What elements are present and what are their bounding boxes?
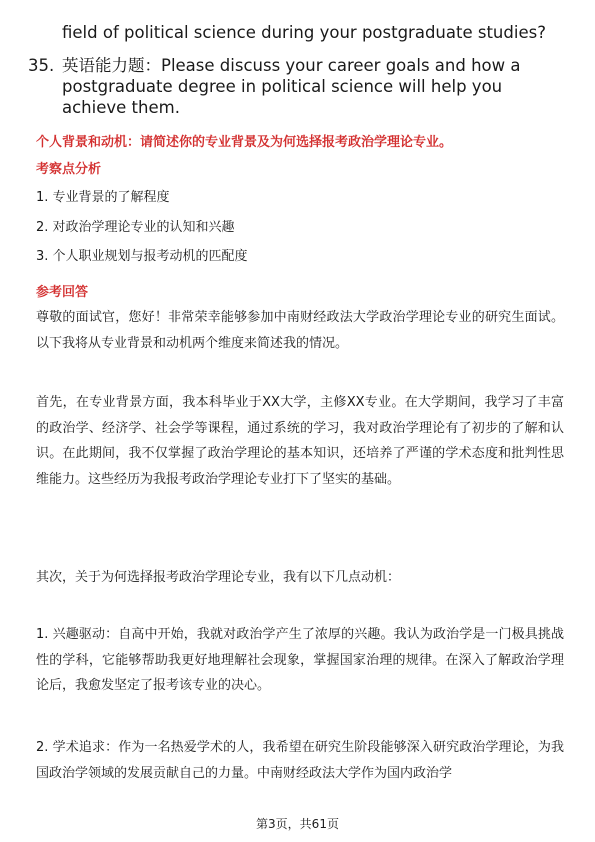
analysis-item: 3. 个人职业规划与报考动机的匹配度: [36, 249, 248, 264]
analysis-heading: 考察点分析: [36, 162, 102, 177]
question-number: 35.: [28, 56, 55, 75]
page-footer: 第3页，共61页: [256, 817, 339, 831]
question-continuation: field of political science during your postgraduate studies?: [62, 23, 546, 42]
analysis-item: 2. 对政治学理论专业的认知和兴趣: [36, 220, 235, 235]
analysis-item: 1. 专业背景的了解程度: [36, 190, 170, 205]
answer-paragraph: 1. 兴趣驱动：自高中开始，我就对政治学产生了浓厚的兴趣。我认为政治学是一门极具挑战性的学科，它能够帮助我更好地理解社会现象，掌握国家治理的规律。在深入了解政治学理论后，我愈发坚定了报考该专业的决心。: [36, 627, 564, 693]
prompt-title: 个人背景和动机：请简述你的专业背景及为何选择报考政治学理论专业。: [36, 135, 453, 150]
answer-heading: 参考回答: [36, 285, 89, 300]
answer-paragraph: 其次，关于为何选择报考政治学理论专业，我有以下几点动机：: [36, 570, 401, 585]
answer-paragraph: 尊敬的面试官，您好！非常荣幸能够参加中南财经政法大学政治学理论专业的研究生面试。以下我将从专业背景和动机两个维度来简述我的情况。: [36, 310, 564, 351]
question-text: 英语能力题：Please discuss your career goals and how a postgraduate degree in political science will help you achieve them.: [62, 56, 521, 117]
answer-paragraph: 首先，在专业背景方面，我本科毕业于XX大学，主修XX专业。在大学期间，我学习了丰富的政治学、经济学、社会学等课程，通过系统的学习，我对政治学理论有了初步的了解和认识。在此期间，我不仅掌握了政治学理论的基本知识，还培养了严谨的学术态度和批判性思维能力。这些经历为我报考政治学理论专业打下了坚实的基础。: [36, 395, 564, 487]
answer-paragraph: 2. 学术追求：作为一名热爱学术的人，我希望在研究生阶段能够深入研究政治学理论，为我国政治学领域的发展贡献自己的力量。中南财经政法大学作为国内政治学: [36, 740, 564, 781]
